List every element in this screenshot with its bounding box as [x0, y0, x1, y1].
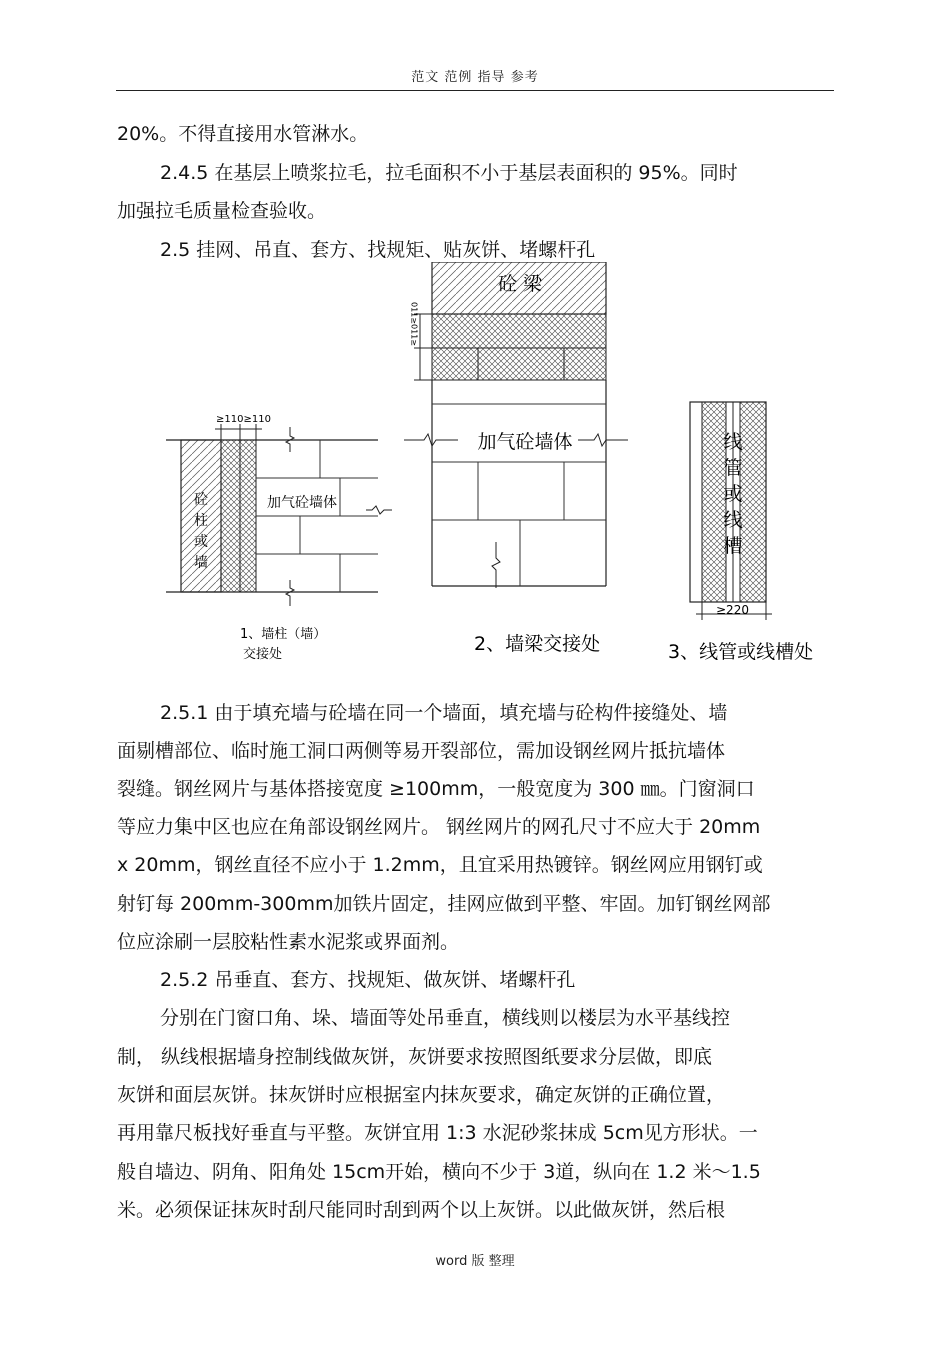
- section-heading: 2.5 挂网、吊直、套方、找规矩、贴灰饼、堵螺杆孔: [160, 239, 596, 261]
- paragraph-line: 般自墙边、阴角、阳角处 15cm开始，横向不少于 3道，纵向在 1.2 米～1.5: [117, 1161, 761, 1183]
- paragraph-line: 20%。不得直接用水管淋水。: [117, 123, 369, 145]
- paragraph-line: 裂缝。钢丝网片与基体搭接宽度 ≥100mm，一般宽度为 300 ㎜。门窗洞口: [117, 778, 755, 800]
- paragraph-line: 分别在门窗口角、垛、墙面等处吊垂直，横线则以楼层为水平基线控: [160, 1007, 731, 1029]
- paragraph-line: 加强拉毛质量检查验收。: [117, 200, 327, 222]
- page-header: 范文 范例 指导 参考: [411, 70, 539, 85]
- diagram-wall-column-junction: [166, 414, 392, 662]
- dimension-label: ≥220: [716, 603, 749, 617]
- dimension-label: ≥110≥110: [216, 414, 271, 425]
- diagram-caption: 1、墙柱（墙）: [240, 627, 327, 642]
- column-char: 墙: [194, 555, 208, 571]
- conduit-char: 线: [723, 431, 743, 453]
- page-footer: word 版 整理: [435, 1254, 515, 1269]
- column-char: 柱: [194, 513, 208, 529]
- wall-label: 加气砼墙体: [477, 431, 573, 453]
- paragraph-line: x 20mm，钢丝直径不应小于 1.2mm，且宜采用热镀锌。钢丝网应用钢钉或: [117, 854, 763, 876]
- paragraph-line: 2.4.5 在基层上喷浆拉毛，拉毛面积不小于基层表面积的 95%。同时: [160, 162, 738, 184]
- paragraph-line: 位应涂刷一层胶粘性素水泥浆或界面剂。: [117, 931, 460, 953]
- wall-label: 加气砼墙体: [267, 495, 337, 511]
- diagram-wall-beam-junction: [404, 262, 628, 655]
- column-char: 或: [194, 534, 208, 550]
- conduit-char: 或: [723, 483, 743, 505]
- paragraph-line: 等应力集中区也应在角部设钢丝网片。 钢丝网片的网孔尺寸不应大于 20mm: [117, 816, 761, 838]
- header-divider: [116, 90, 834, 91]
- section-heading: 2.5.2 吊垂直、套方、找规矩、做灰饼、堵螺杆孔: [160, 969, 576, 991]
- diagram-conduit-slot: [668, 402, 813, 663]
- paragraph-line: 面剔槽部位、临时施工洞口两侧等易开裂部位，需加设钢丝网片抵抗墙体: [117, 740, 726, 762]
- column-char: 砼: [194, 492, 208, 508]
- conduit-char: 线: [723, 509, 743, 531]
- paragraph-line: 制， 纵线根据墙身控制线做灰饼，灰饼要求按照图纸要求分层做，即底: [117, 1046, 713, 1068]
- paragraph-line: 2.5.1 由于填充墙与砼墙在同一个墙面，填充墙与砼构件接缝处、墙: [160, 702, 728, 724]
- diagram-caption: 交接处: [243, 647, 283, 662]
- paragraph-line: 米。必须保证抹灰时刮尺能同时刮到两个以上灰饼。以此做灰饼，然后根: [117, 1199, 726, 1221]
- diagram-caption: 3、线管或线槽处: [668, 641, 814, 663]
- conduit-char: 管: [723, 457, 743, 479]
- paragraph-line: 再用靠尺板找好垂直与平整。灰饼宜用 1:3 水泥砂浆抹成 5cm见方形状。一: [117, 1122, 758, 1144]
- construction-figure: [0, 262, 950, 682]
- conduit-char: 槽: [723, 535, 743, 557]
- diagram-caption: 2、墙梁交接处: [474, 633, 601, 655]
- paragraph-line: 灰饼和面层灰饼。抹灰饼时应根据室内抹灰要求，确定灰饼的正确位置，: [117, 1084, 726, 1106]
- dimension-label: 011≥011≥: [409, 302, 419, 346]
- paragraph-line: 射钉每 200mm-300mm加铁片固定，挂网应做到平整、牢固。加钉钢丝网部: [117, 893, 771, 915]
- beam-label: 砼 梁: [497, 273, 543, 295]
